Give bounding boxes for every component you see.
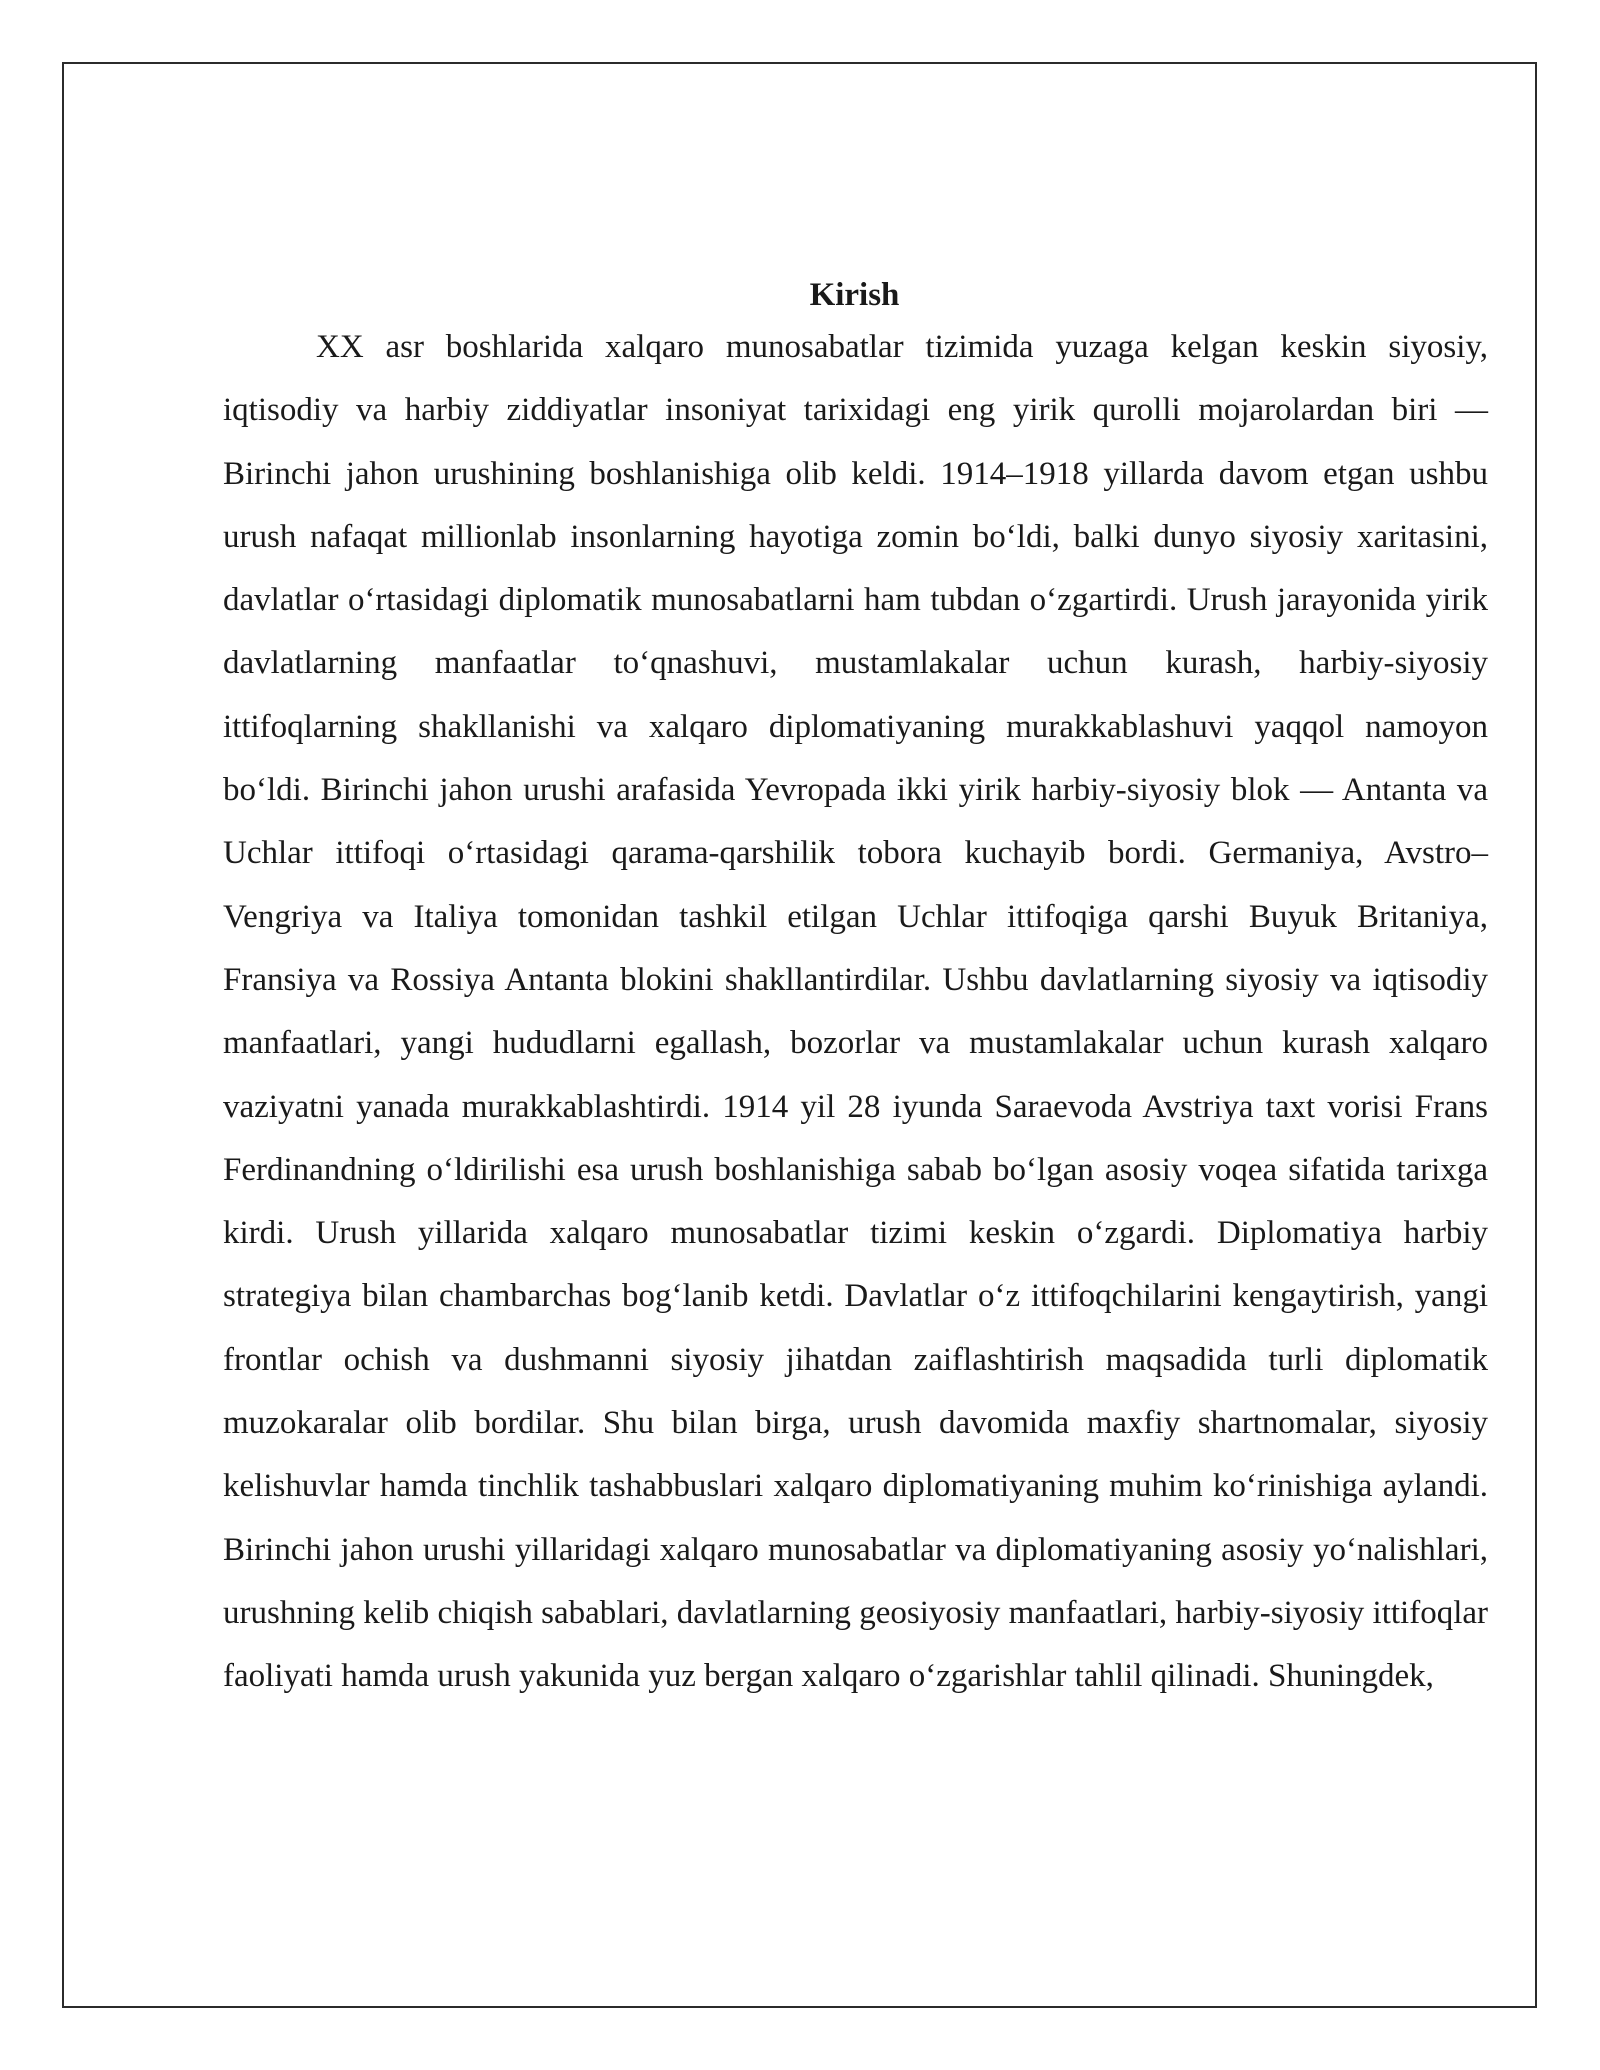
page-title-wrapper (0, 272, 1600, 318)
page-title: Kirish (809, 277, 900, 313)
body-paragraph: XX asr boshlarida xalqaro munosabatlar tizimida yuzaga kelgan keskin siyosiy, iqtisodiy va harbiy ziddiyatlar insoniyat tarixidagi eng yirik qurolli mojarolardan biri — Birinchi jahon urushining boshlanishiga olib keldi. 1914–1918 yillarda davom etgan ushbu urush nafaqat millionlab insonlarning hayotiga zomin boʻldi, balki dunyo siyosiy xaritasini, davlatlar oʻrtasidagi diplomatik munosabatlarni ham tubdan oʻzgartirdi. Urush jarayonida yirik davlatlarning manfaatlar toʻqnashuvi, mustamlakalar uchun kurash, harbiy-siyosiy ittifoqlarning shakllanishi va xalqaro diplomatiyaning murakkablashuvi yaqqol namoyon boʻldi. Birinchi jahon urushi arafasida Yevropada ikki yirik harbiy-siyosiy blok — Antanta va Uchlar ittifoqi oʻrtasidagi qarama-qarshilik tobora kuchayib bordi. Germaniya, Avstro–Vengriya va Italiya tomonidan tashkil etilgan Uchlar ittifoqiga qarshi Buyuk Britaniya, Fransiya va Rossiya Antanta blokini shakllantirdilar. Ushbu davlatlarning siyosiy va iqtisodiy manfaatlari, yangi hududlarni egallash, bozorlar va mustamlakalar uchun kurash xalqaro vaziyatni yanada murakkablashtirdi. 1914 yil 28 iyunda Saraevoda Avstriya taxt vorisi Frans Ferdinandning oʻldirilishi esa urush boshlanishiga sabab boʻlgan asosiy voqea sifatida tarixga kirdi. Urush yillarida xalqaro munosabatlar tizimi keskin oʻzgardi. Diplomatiya harbiy strategiya bilan chambarchas bogʻlanib ketdi. Davlatlar oʻz ittifoqchilarini kengaytirish, yangi frontlar ochish va dushmanni siyosiy jihatdan zaiflashtirish maqsadida turli diplomatik muzokaralar olib bordilar. Shu bilan birga, urush davomida maxfiy shartnomalar, siyosiy kelishuvlar hamda tinchlik tashabbuslari xalqaro diplomatiyaning muhim koʻrinishiga aylandi. Birinchi jahon urushi yillaridagi xalqaro munosabatlar va diplomatiyaning asosiy yoʻnalishlari, urushning kelib chiqish sabablari, davlatlarning geosiyosiy manfaatlari, harbiy-siyosiy ittifoqlar faoliyati hamda urush yakunida yuz bergan xalqaro oʻzgarishlar tahlil qilinadi. Shuningdek, (223, 329, 1488, 1695)
